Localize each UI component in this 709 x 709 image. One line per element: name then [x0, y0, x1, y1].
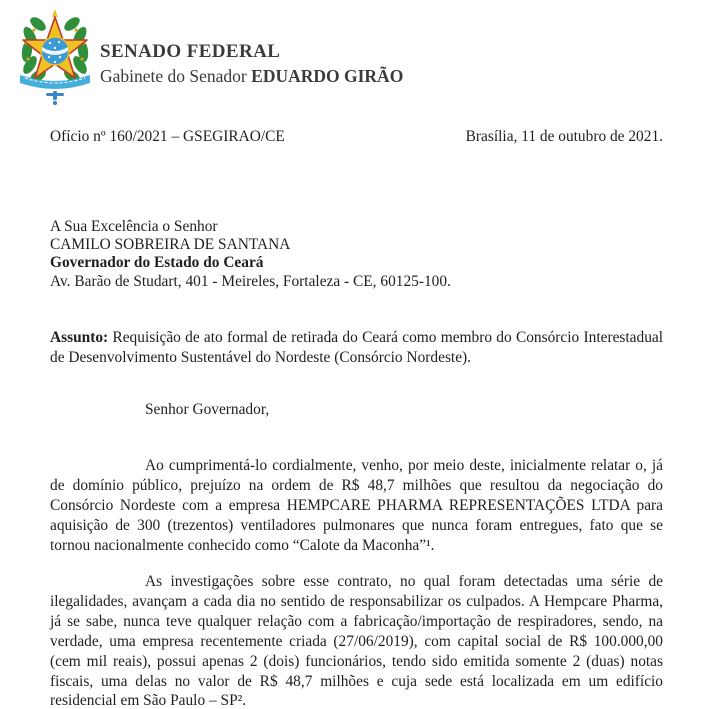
office-prefix: Gabinete do Senador — [100, 66, 252, 86]
senator-name: EDUARDO GIRÃO — [251, 66, 404, 86]
recipient-block — [50, 218, 451, 291]
recipient-salutation: A Sua Excelência o Senhor — [50, 218, 218, 235]
sword-tip — [52, 9, 58, 17]
subject-line — [50, 328, 663, 368]
greeting: Senhor Governador, — [145, 401, 270, 418]
office-line — [100, 66, 403, 87]
body-paragraph-1: Ao cumprimentá-lo cordialmente, venho, por meio deste, inicialmente relatar o, já de domínio público, prejuízo na ordem de R$ 48,7 milhões que resultou da negociação do Consórcio Nordeste com a empresa HEMPCARE PHARMA REPRESENTAÇÕES LTDA para aquisição de 300 (trezentos) ventiladores pulmonares que nunca foram entregues, fato que se tornou nacionalmente conhecido como “Calote da Maconha”¹. — [50, 457, 663, 554]
document-number: Ofício nº 160/2021 – GSEGIRAO/CE — [50, 128, 285, 145]
senate-coat-of-arms-icon — [13, 7, 97, 106]
recipient-address: Av. Barão de Studart, 401 - Meireles, Fortaleza - CE, 60125-100. — [50, 272, 451, 290]
place-date: Brasília, 11 de outubro de 2021. — [465, 128, 663, 145]
recipient-title: Governador do Estado do Ceará — [50, 254, 264, 272]
letterhead — [100, 41, 403, 87]
sword-hilt — [46, 91, 64, 105]
body-paragraph-2: As investigações sobre esse contrato, no qual foram detectadas uma série de ilegalidades, avançam a cada dia no sentido de responsabilizar os culpados. A Hempcare Pharma, já se sabe, nunca teve qualquer relação com a fabricação/importação de respiradores, sendo, na verdade, uma empresa recentemente criada (27/06/2019), com capital social de R$ 100.000,00 (cem mil reais), possui apenas 2 (dois) funcionários, tendo sido emitida somente 2 (duas) notas fiscais, uma delas no valor de R$ 48,7 milhões e cuja sede está localizada em um edifício residencial em São Paulo – SP². — [50, 573, 663, 709]
subject-text: Requisição de ato formal de retirada do Ceará como membro do Consórcio Interestadual de Desenvolvimento Sustentável do Nordeste (Consórcio Nordeste). — [50, 329, 663, 366]
subject-label: Assunto: — [50, 329, 109, 346]
ribbon-banner — [20, 75, 90, 89]
meta-row — [50, 128, 663, 146]
recipient-name: CAMILO SOBREIRA DE SANTANA — [50, 236, 291, 254]
org-name: SENADO FEDERAL — [100, 41, 281, 62]
